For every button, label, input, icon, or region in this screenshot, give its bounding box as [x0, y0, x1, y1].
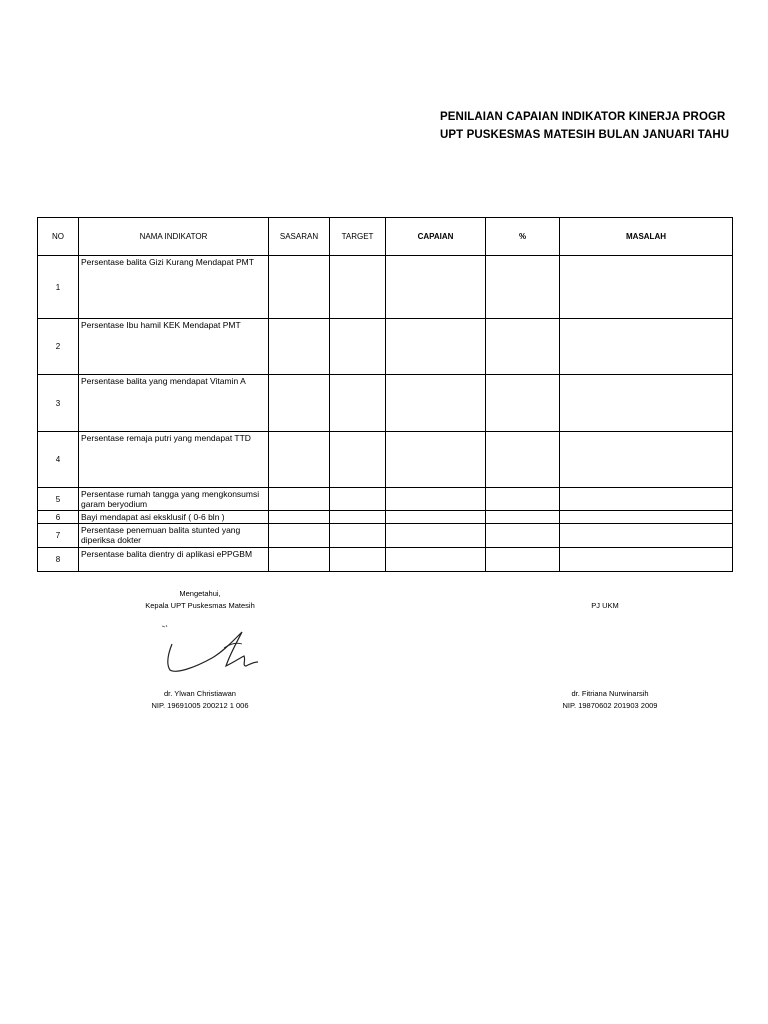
cell-capaian [386, 432, 486, 488]
left-nip: NIP. 19691005 200212 1 006 [151, 701, 249, 710]
cell-sasaran [269, 432, 330, 488]
cell-masalah [560, 488, 733, 511]
header-no: NO [38, 218, 79, 256]
cell-masalah [560, 432, 733, 488]
row-no: 3 [38, 375, 79, 432]
cell-masalah [560, 524, 733, 548]
row-indikator: Persentase balita dientry di aplikasi ePPGBM [79, 548, 269, 572]
cell-capaian [386, 488, 486, 511]
row-no: 5 [38, 488, 79, 511]
table-row [38, 375, 733, 432]
row-no: 2 [38, 319, 79, 375]
row-indikator: Persentase remaja putri yang mendapat TTD [79, 432, 269, 488]
left-position: Kepala UPT Puskesmas Matesih [145, 601, 255, 610]
indicator-table [37, 217, 733, 572]
row-indikator: Persentase balita yang mendapat Vitamin A [79, 375, 269, 432]
cell-target [330, 432, 386, 488]
cell-percent [486, 488, 560, 511]
signature-right-footer [530, 688, 690, 712]
cell-target [330, 511, 386, 524]
header-target: TARGET [330, 218, 386, 256]
signature-right-header [540, 600, 670, 612]
cell-sasaran [269, 511, 330, 524]
cell-masalah [560, 375, 733, 432]
cell-masalah [560, 319, 733, 375]
right-nip: NIP. 19870602 201903 2009 [562, 701, 658, 710]
cell-sasaran [269, 319, 330, 375]
table-row [38, 256, 733, 319]
row-no: 7 [38, 524, 79, 548]
cell-target [330, 319, 386, 375]
row-indikator: Persentase Ibu hamil KEK Mendapat PMT [79, 319, 269, 375]
table-row [38, 432, 733, 488]
table-row [38, 511, 733, 524]
cell-sasaran [269, 524, 330, 548]
row-no: 1 [38, 256, 79, 319]
signature-left-header [120, 588, 280, 612]
title-line-1: PENILAIAN CAPAIAN INDIKATOR KINERJA PROGR [440, 111, 726, 123]
header-sasaran: SASARAN [269, 218, 330, 256]
right-position: PJ UKM [591, 601, 619, 610]
cell-target [330, 375, 386, 432]
cell-target [330, 488, 386, 511]
handwritten-signature [150, 622, 270, 682]
cell-masalah [560, 511, 733, 524]
cell-capaian [386, 375, 486, 432]
row-indikator: Persentase penemuan balita stunted yang diperiksa dokter [79, 524, 269, 548]
table-row [38, 524, 733, 548]
cell-capaian [386, 524, 486, 548]
document-title [440, 108, 768, 144]
row-no: 8 [38, 548, 79, 572]
header-capaian: CAPAIAN [386, 218, 486, 256]
cell-sasaran [269, 548, 330, 572]
cell-percent [486, 432, 560, 488]
cell-sasaran [269, 375, 330, 432]
mengetahui-label: Mengetahui, [179, 589, 221, 598]
table-row [38, 548, 733, 572]
cell-percent [486, 524, 560, 548]
row-no: 6 [38, 511, 79, 524]
cell-capaian [386, 319, 486, 375]
cell-percent [486, 511, 560, 524]
row-indikator: Persentase balita Gizi Kurang Mendapat PMT [79, 256, 269, 319]
cell-percent [486, 375, 560, 432]
cell-percent [486, 256, 560, 319]
cell-sasaran [269, 256, 330, 319]
cell-capaian [386, 511, 486, 524]
row-no: 4 [38, 432, 79, 488]
header-nama-indikator: NAMA INDIKATOR [79, 218, 269, 256]
cell-masalah [560, 548, 733, 572]
cell-sasaran [269, 488, 330, 511]
cell-target [330, 256, 386, 319]
cell-percent [486, 548, 560, 572]
table-row [38, 488, 733, 511]
cell-masalah [560, 256, 733, 319]
row-indikator: Bayi mendapat asi eksklusif ( 0-6 bln ) [79, 511, 269, 524]
header-percent: % [486, 218, 560, 256]
cell-percent [486, 319, 560, 375]
row-indikator: Persentase rumah tangga yang mengkonsumsi garam beryodium [79, 488, 269, 511]
left-name: dr. Ylwan Christiawan [164, 689, 236, 698]
cell-capaian [386, 548, 486, 572]
cell-target [330, 548, 386, 572]
table-row [38, 319, 733, 375]
cell-target [330, 524, 386, 548]
header-masalah: MASALAH [560, 218, 733, 256]
right-name: dr. Fitriana Nurwinarsih [571, 689, 649, 698]
signature-left-footer [120, 688, 280, 712]
title-line-2: UPT PUSKESMAS MATESIH BULAN JANUARI TAHU [440, 129, 730, 141]
table-header-row [38, 218, 733, 256]
cell-capaian [386, 256, 486, 319]
